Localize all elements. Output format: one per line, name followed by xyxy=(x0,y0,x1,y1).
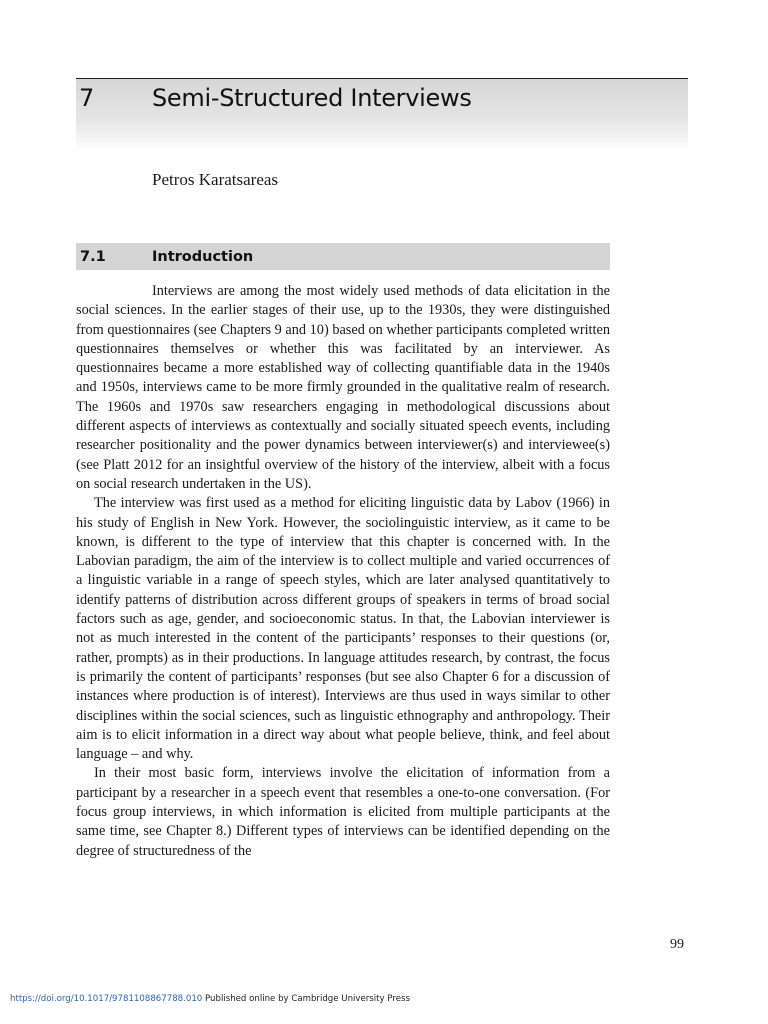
publisher-note: Published online by Cambridge University Press xyxy=(202,994,410,1004)
body-text xyxy=(76,282,610,861)
chapter-title: Semi-Structured Interviews xyxy=(152,84,472,112)
paragraph: Interviews are among the most widely used methods of data elicitation in the social sciences. In the earlier stages of their use, up to the 1930s, they were distinguished from questionnaires (see Chapters 9 and 10) based on whether participants completed written questionnaires themselves or whether this was facilitated by an interviewer. As questionnaires became a more established way of collecting quantifiable data in the 1940s and 1950s, interviews came to be more firmly grounded in the qualitative realm of research. The 1960s and 1970s saw researchers engaging in methodological discussions about different aspects of interviews as contextually and socially situated speech events, including researcher positionality and the power dynamics between interviewer(s) and interviewee(s) (see Platt 2012 for an insightful overview of the history of the interview, albeit with a focus on social research undertaken in the US). xyxy=(76,283,610,492)
section-title: Introduction xyxy=(152,249,254,265)
footer xyxy=(10,994,410,1004)
section-number: 7.1 xyxy=(80,249,106,265)
paragraph: In their most basic form, interviews involve the elicitation of information from a participant by a researcher in a speech event that resembles a one-to-one conversation. (For focus group interviews, in which information is elicited from multiple participants at the same time, see Chapter 8.) Different types of interviews can be identified depending on the degree of structuredness of the xyxy=(76,765,610,859)
chapter-number: 7 xyxy=(79,84,95,112)
paragraph: The interview was first used as a method for eliciting linguistic data by Labov (1966) in his study of English in New York. However, the sociolinguistic interview, as it came to be known, is different to the type of interview that this chapter is concerned with. In the Labovian paradigm, the aim of the interview is to collect multiple and varied occurrences of a linguistic variable in a range of speech styles, which are later analysed quantitatively to identify patterns of distribution across different groups of speakers in terms of broad social factors such as age, gender, and socioeconomic status. In that, the Labovian interviewer is not as much interested in the content of the participants’ responses to their questions (or, rather, prompts) as in their productions. In language attitudes research, by contrast, the focus is primarily the content of participants’ responses (but see also Chapter 6 for a discussion of instances where production is of interest). Interviews are thus used in ways similar to other disciplines within the social sciences, such as linguistic ethnography and anthropology. Their aim is to elicit information in a direct way about what people believe, think, and feel about language – and why. xyxy=(76,495,610,763)
author-name: Petros Karatsareas xyxy=(152,170,279,189)
doi-link[interactable]: https://doi.org/10.1017/9781108867788.010 xyxy=(10,994,203,1004)
page-number: 99 xyxy=(670,937,684,952)
